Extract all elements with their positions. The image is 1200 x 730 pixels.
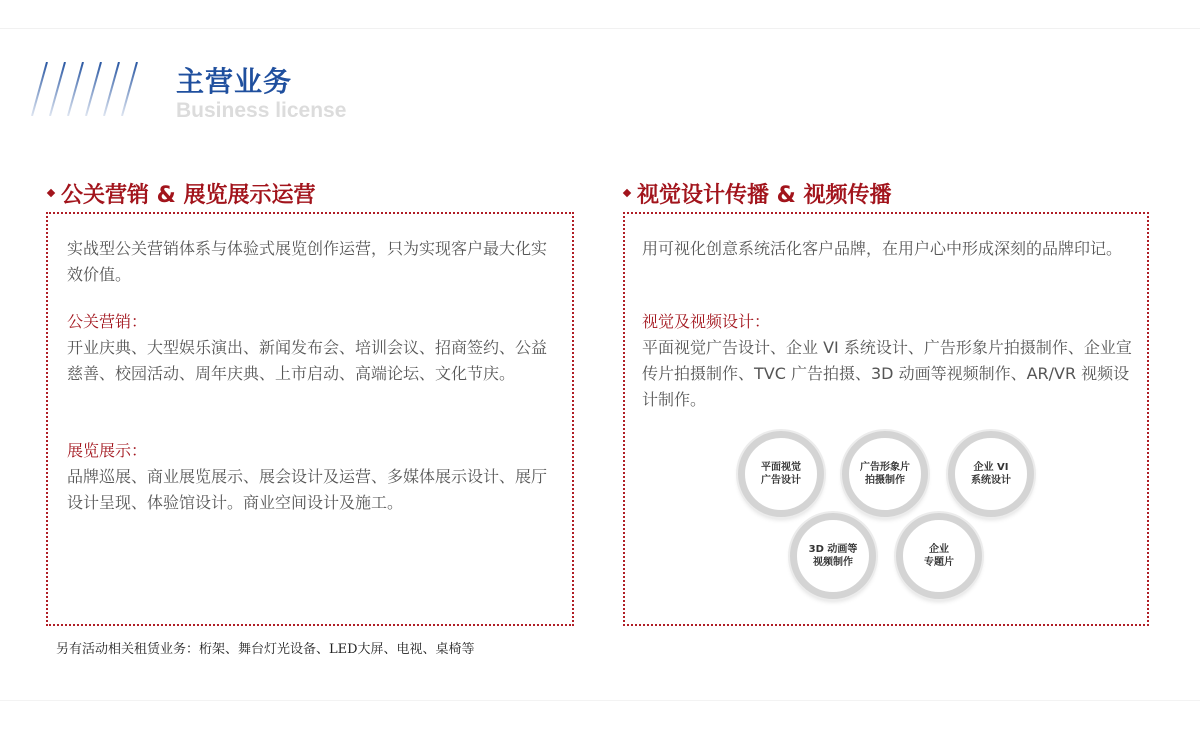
left-section-title: 公关营销 & 展览展示运营: [61, 183, 316, 208]
pr-marketing-text: 开业庆典、大型娱乐演出、新闻发布会、培训会议、招商签约、公益慈善、校园活动、周年庆典、上市启动、高端论坛、文化节庆。: [67, 338, 548, 383]
top-divider: [0, 28, 1200, 29]
diamond-bullet-icon: [47, 189, 55, 197]
circle-line: 广告设计: [761, 475, 801, 486]
circle-line: 系统设计: [971, 475, 1011, 486]
diamond-bullet-icon: [623, 189, 631, 197]
right-section-title: 视觉设计传播 & 视频传播: [637, 183, 892, 208]
page-subtitle: Business license: [176, 99, 347, 122]
right-section-heading: [624, 178, 892, 209]
design-text: 平面视觉广告设计、企业 VI 系统设计、广告形象片拍摄制作、企业宣传片拍摄制作、TVC 广告拍摄、3D 动画等视频制作、AR/VR 视频设计制作。: [642, 338, 1132, 409]
circle-line: 平面视觉: [761, 462, 801, 473]
page-title: 主营业务: [176, 65, 293, 98]
circle-line: 企业: [929, 544, 949, 555]
circle-line: 视频制作: [813, 557, 853, 568]
service-circle-vi-design: [948, 431, 1034, 517]
exhibition-label: 展览展示：: [67, 441, 148, 460]
bottom-divider: [0, 700, 1200, 701]
circle-line: 广告形象片: [860, 462, 910, 473]
circle-line: 拍摄制作: [865, 475, 905, 486]
circle-line: 企业 VI: [973, 462, 1009, 473]
circle-line: 专题片: [924, 557, 954, 568]
service-circle-3d-animation: [790, 513, 876, 599]
service-circle-graphic-ad: [738, 431, 824, 517]
right-content-box: [623, 212, 1149, 626]
service-circle-feature-film: [896, 513, 982, 599]
left-section-heading: [48, 178, 316, 209]
exhibition-text: 品牌巡展、商业展览展示、展会设计及运营、多媒体展示设计、展厅设计呈现、体验馆设计。商业空间设计及施工。: [67, 467, 548, 512]
right-intro-text: 用可视化创意系统活化客户品牌，在用户心中形成深刻的品牌印记。: [642, 239, 1123, 258]
design-label: 视觉及视频设计：: [642, 312, 771, 331]
circle-line: 3D 动画等: [808, 544, 858, 555]
left-intro-text: 实战型公关营销体系与体验式展览创作运营，只为实现客户最大化实效价值。: [67, 239, 548, 284]
service-circle-brand-film: [842, 431, 928, 517]
pr-marketing-label: 公关营销：: [67, 312, 148, 331]
decorative-slashes-icon: [30, 62, 154, 116]
rental-footnote: 另有活动相关租赁业务：桁架、舞台灯光设备、LED大屏、电视、桌椅等: [56, 642, 475, 657]
